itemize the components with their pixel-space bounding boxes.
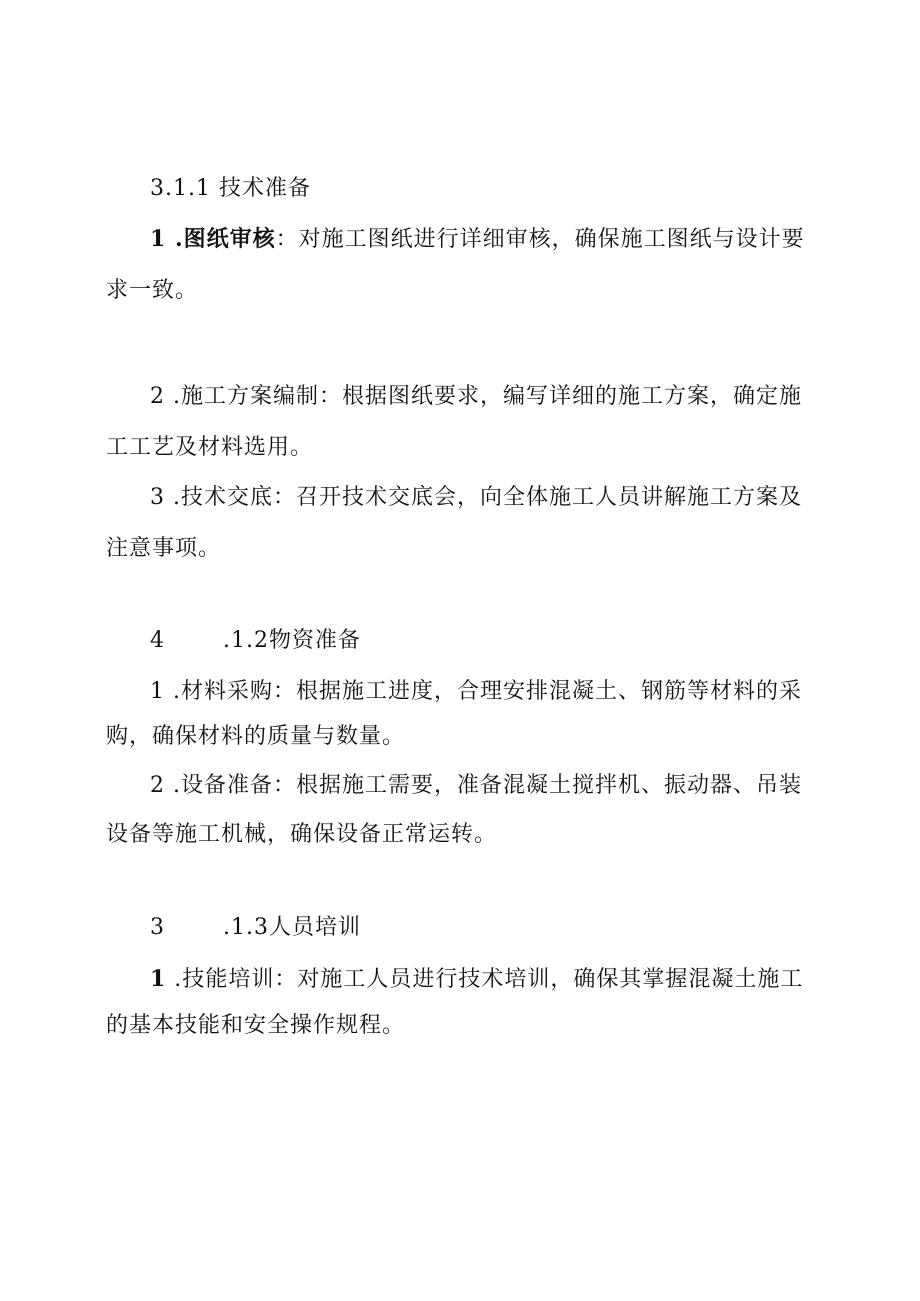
- section-heading-training: [150, 913, 361, 943]
- item-lead: 技能培训: [182, 967, 275, 992]
- item-text: ：根据图纸要求，编写详细的施工方案，确定施: [319, 384, 803, 409]
- section-title: 技术准备: [218, 176, 311, 201]
- list-item-continuation: [106, 820, 497, 850]
- section-number: 3: [150, 915, 165, 940]
- item-text: ：对施工图纸进行详细审核，确保施工图纸与设计要: [275, 227, 805, 252]
- section-heading-material: [150, 626, 361, 656]
- item-continuation-text: 设备等施工机械，确保设备正常运转。: [106, 822, 498, 847]
- item-number: 2: [150, 773, 165, 798]
- item-continuation-text: 购，确保材料的质量与数量。: [106, 724, 406, 749]
- list-item-equipment: 2 .设备准备：根据施工需要，准备混凝土搅拌机、振动器、吊装: [150, 771, 802, 801]
- list-item-continuation: [106, 722, 405, 752]
- list-item-tech-briefing: 3 .技术交底：召开技术交底会，向全体施工人员讲解施工方案及: [150, 483, 802, 513]
- list-item-continuation: [106, 1011, 405, 1041]
- item-number: 1: [150, 966, 167, 992]
- section-number: 4: [150, 628, 165, 653]
- item-text: ：召开技术交底会，向全体施工人员讲解施工方案及: [273, 485, 803, 510]
- list-item-continuation: [106, 276, 198, 306]
- item-number: 3: [150, 485, 165, 510]
- item-lead: 设备准备: [181, 773, 274, 798]
- item-number: 1: [150, 226, 167, 252]
- list-item-skill-training: 1 .技能培训：对施工人员进行技术培训，确保其掌握混凝土施工: [150, 966, 804, 992]
- item-continuation-text: 求一致。: [106, 278, 199, 303]
- section-number: 3.1.1: [150, 176, 211, 201]
- item-continuation-text: 的基本技能和安全操作规程。: [106, 1013, 406, 1038]
- list-item-continuation: [106, 433, 313, 463]
- item-text: ：根据施工需要，准备混凝土搅拌机、振动器、吊装: [273, 773, 803, 798]
- section-title: .1.3人员培训: [223, 915, 361, 940]
- section-heading-3-1-1: [150, 174, 311, 204]
- item-lead: 图纸审核: [183, 226, 276, 252]
- item-number: 1: [150, 679, 165, 704]
- item-text: ：根据施工进度，合理安排混凝土、钢筋等材料的采: [273, 679, 803, 704]
- item-lead: 材料采购: [181, 679, 274, 704]
- list-item-continuation: [106, 534, 221, 564]
- item-text: ：对施工人员进行技术培训，确保其掌握混凝土施工: [274, 967, 804, 992]
- item-lead: 技术交底: [181, 485, 274, 510]
- item-continuation-text: 注意事项。: [106, 536, 222, 561]
- list-item-drawing-review: 1 .图纸审核：对施工图纸进行详细审核，确保施工图纸与设计要: [150, 226, 805, 252]
- list-item-plan-preparation: 2 .施工方案编制：根据图纸要求，编写详细的施工方案，确定施: [150, 382, 802, 412]
- item-number: 2: [150, 384, 165, 409]
- item-lead: 施工方案编制: [181, 384, 320, 409]
- list-item-material-purchase: 1 .材料采购：根据施工进度，合理安排混凝土、钢筋等材料的采: [150, 677, 802, 707]
- item-continuation-text: 工工艺及材料选用。: [106, 435, 314, 460]
- section-title: .1.2物资准备: [223, 628, 361, 653]
